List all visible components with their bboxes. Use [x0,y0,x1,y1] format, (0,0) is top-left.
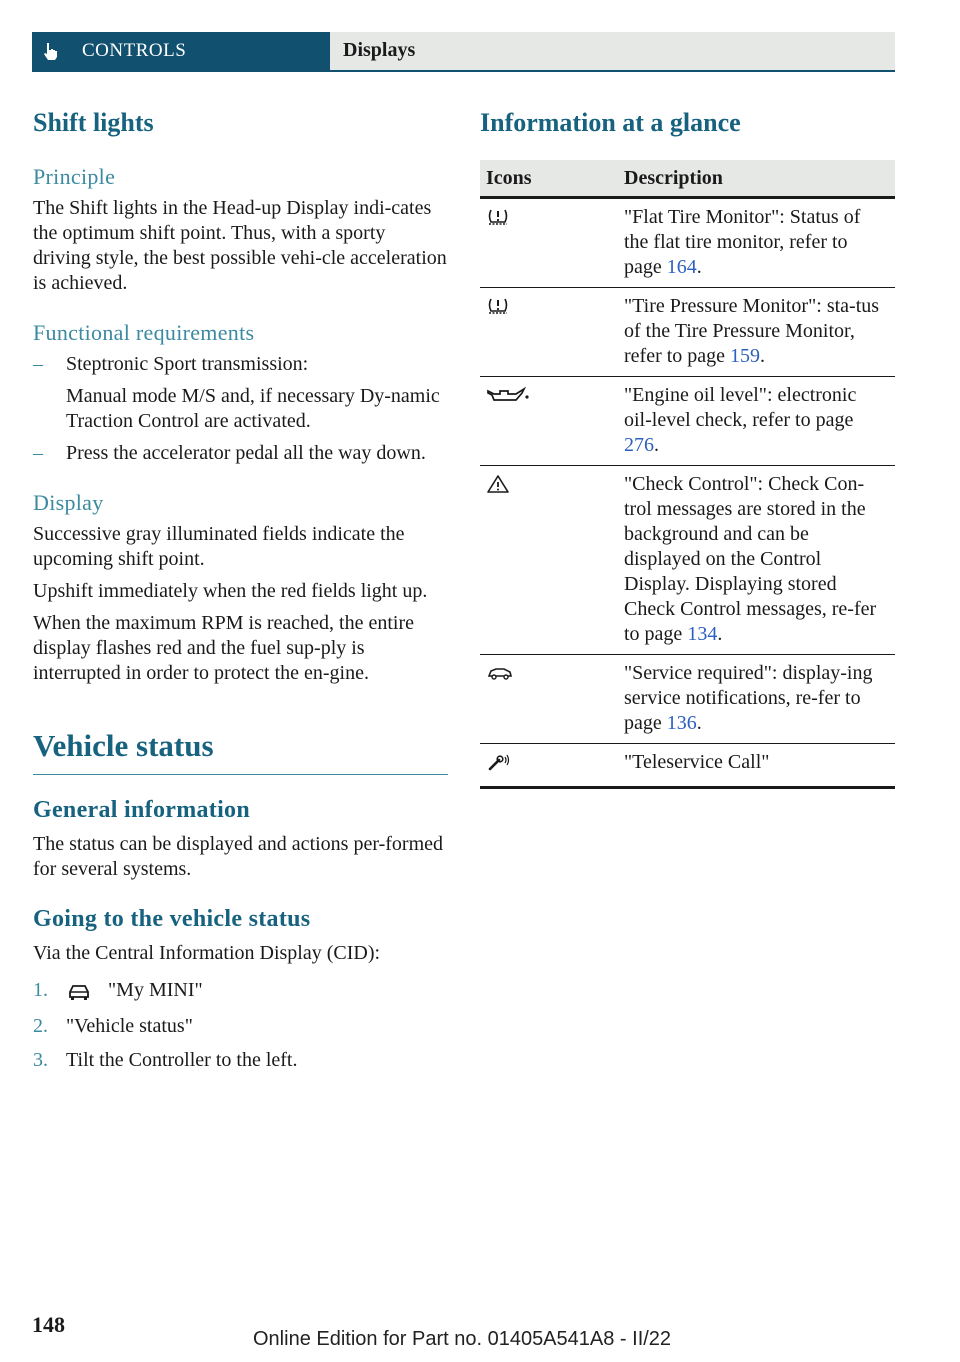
warning-triangle-icon [486,474,510,494]
col-header-description: Description [612,160,895,198]
display-title: Display [33,490,104,515]
description-text: "Service required": display-ing service notifications, re-fer to page [624,662,873,734]
list-item-text: Manual mode M/S and, if necessary Dy-namic Traction Control are activated. [66,385,440,432]
list-item [33,441,448,466]
description-end: . [696,256,702,278]
icon-cell [480,655,612,744]
table-row [480,655,895,744]
tire-pressure-icon [486,296,510,316]
icon-cell [480,288,612,377]
right-column [480,100,895,789]
going-title: Going to the vehicle status [33,906,311,932]
table-row [480,198,895,288]
list-item [33,384,448,434]
step-number: 1. [33,979,48,1001]
section-label: CONTROLS [82,40,187,61]
principle-text: The Shift lights in the Head-up Display indi-cates the optimum shift point. Thus, with a sporty driving style, the best possible vehi-cle acceleration is achieved. [33,197,447,294]
header-rule [32,70,895,72]
page-link[interactable]: 134 [687,623,718,645]
wrench-call-icon [486,752,514,772]
left-column [33,100,448,1073]
icon-cell [480,198,612,288]
list-item [33,978,448,1006]
section-tab [32,32,330,70]
display-paragraph: Successive gray illuminated fields indicate the upcoming shift point. [33,523,405,570]
description-cell [612,655,895,744]
list-item-text: Press the accelerator pedal all the way down. [66,442,426,464]
description-end: . [696,712,702,734]
page-header [32,32,895,72]
chapter-label: Displays [343,39,416,61]
edition-note: Online Edition for Part no. 01405A541A8 - II/22 [253,1328,672,1350]
description-cell [612,744,895,788]
table-row [480,744,895,788]
car-icon [67,982,91,1000]
list-item [33,1048,448,1073]
step-number: 3. [33,1049,48,1071]
table-header-row [480,160,895,198]
description-end: . [654,434,659,456]
description-text: "Check Control": Check Con-trol messages are stored in the background and can be displayed on the Control Display. Displaying stored Check Control messages, re-fer to page [624,473,877,645]
icon-cell [480,466,612,655]
general-info-title: General information [33,797,251,823]
description-text: "Teleservice Call" [624,751,770,773]
principle-title: Principle [33,164,116,189]
description-text: "Tire Pressure Monitor": sta-tus of the Tire Pressure Monitor, refer to page [624,295,880,367]
description-cell [612,288,895,377]
info-table [480,160,895,789]
list-item [33,352,448,377]
list-item [33,1014,448,1039]
table-row [480,466,895,655]
requirements-title: Functional requirements [33,320,255,345]
requirements-list [33,352,448,466]
dash-marker: – [33,442,43,464]
description-text: "Flat Tire Monitor": Status of the flat tire monitor, refer to page [624,206,861,278]
flat-tire-icon [486,207,510,227]
description-end: . [717,623,723,645]
icon-cell [480,744,612,788]
description-text: "Engine oil level": electronic oil-level check, refer to page [624,384,857,431]
steps-list [33,978,448,1073]
description-cell [612,198,895,288]
step-text: "My MINI" [108,979,203,1001]
description-end: . [760,345,766,367]
step-number: 2. [33,1015,48,1037]
hand-pointer-icon [40,41,60,61]
table-row [480,288,895,377]
vehicle-status-title: Vehicle status [33,728,448,775]
display-paragraph: When the maximum RPM is reached, the entire display flashes red and the fuel sup-ply is interrupted in order to protect the en-gine. [33,612,415,684]
dash-marker: – [33,353,43,375]
col-header-icons: Icons [480,160,612,198]
car-service-icon [486,663,514,683]
page-link[interactable]: 276 [624,434,654,456]
step-text: "Vehicle status" [66,1015,193,1037]
page-link[interactable]: 136 [666,712,697,734]
oil-can-icon [486,385,530,405]
step-text: Tilt the Controller to the left. [66,1049,298,1071]
page-link[interactable]: 159 [730,345,761,367]
going-text: Via the Central Information Display (CID): [33,942,381,964]
info-glance-title: Information at a glance [480,108,741,137]
chapter-tab [330,32,895,70]
description-cell [612,377,895,466]
page-link[interactable]: 164 [666,256,697,278]
table-row [480,377,895,466]
description-cell [612,466,895,655]
display-paragraph: Upshift immediately when the red fields light up. [33,580,428,602]
shift-lights-title: Shift lights [33,108,154,137]
list-item-text: Steptronic Sport transmission: [66,353,309,375]
icon-cell [480,377,612,466]
general-info-text: The status can be displayed and actions per-formed for several systems. [33,833,444,880]
page-number: 148 [32,1312,65,1337]
